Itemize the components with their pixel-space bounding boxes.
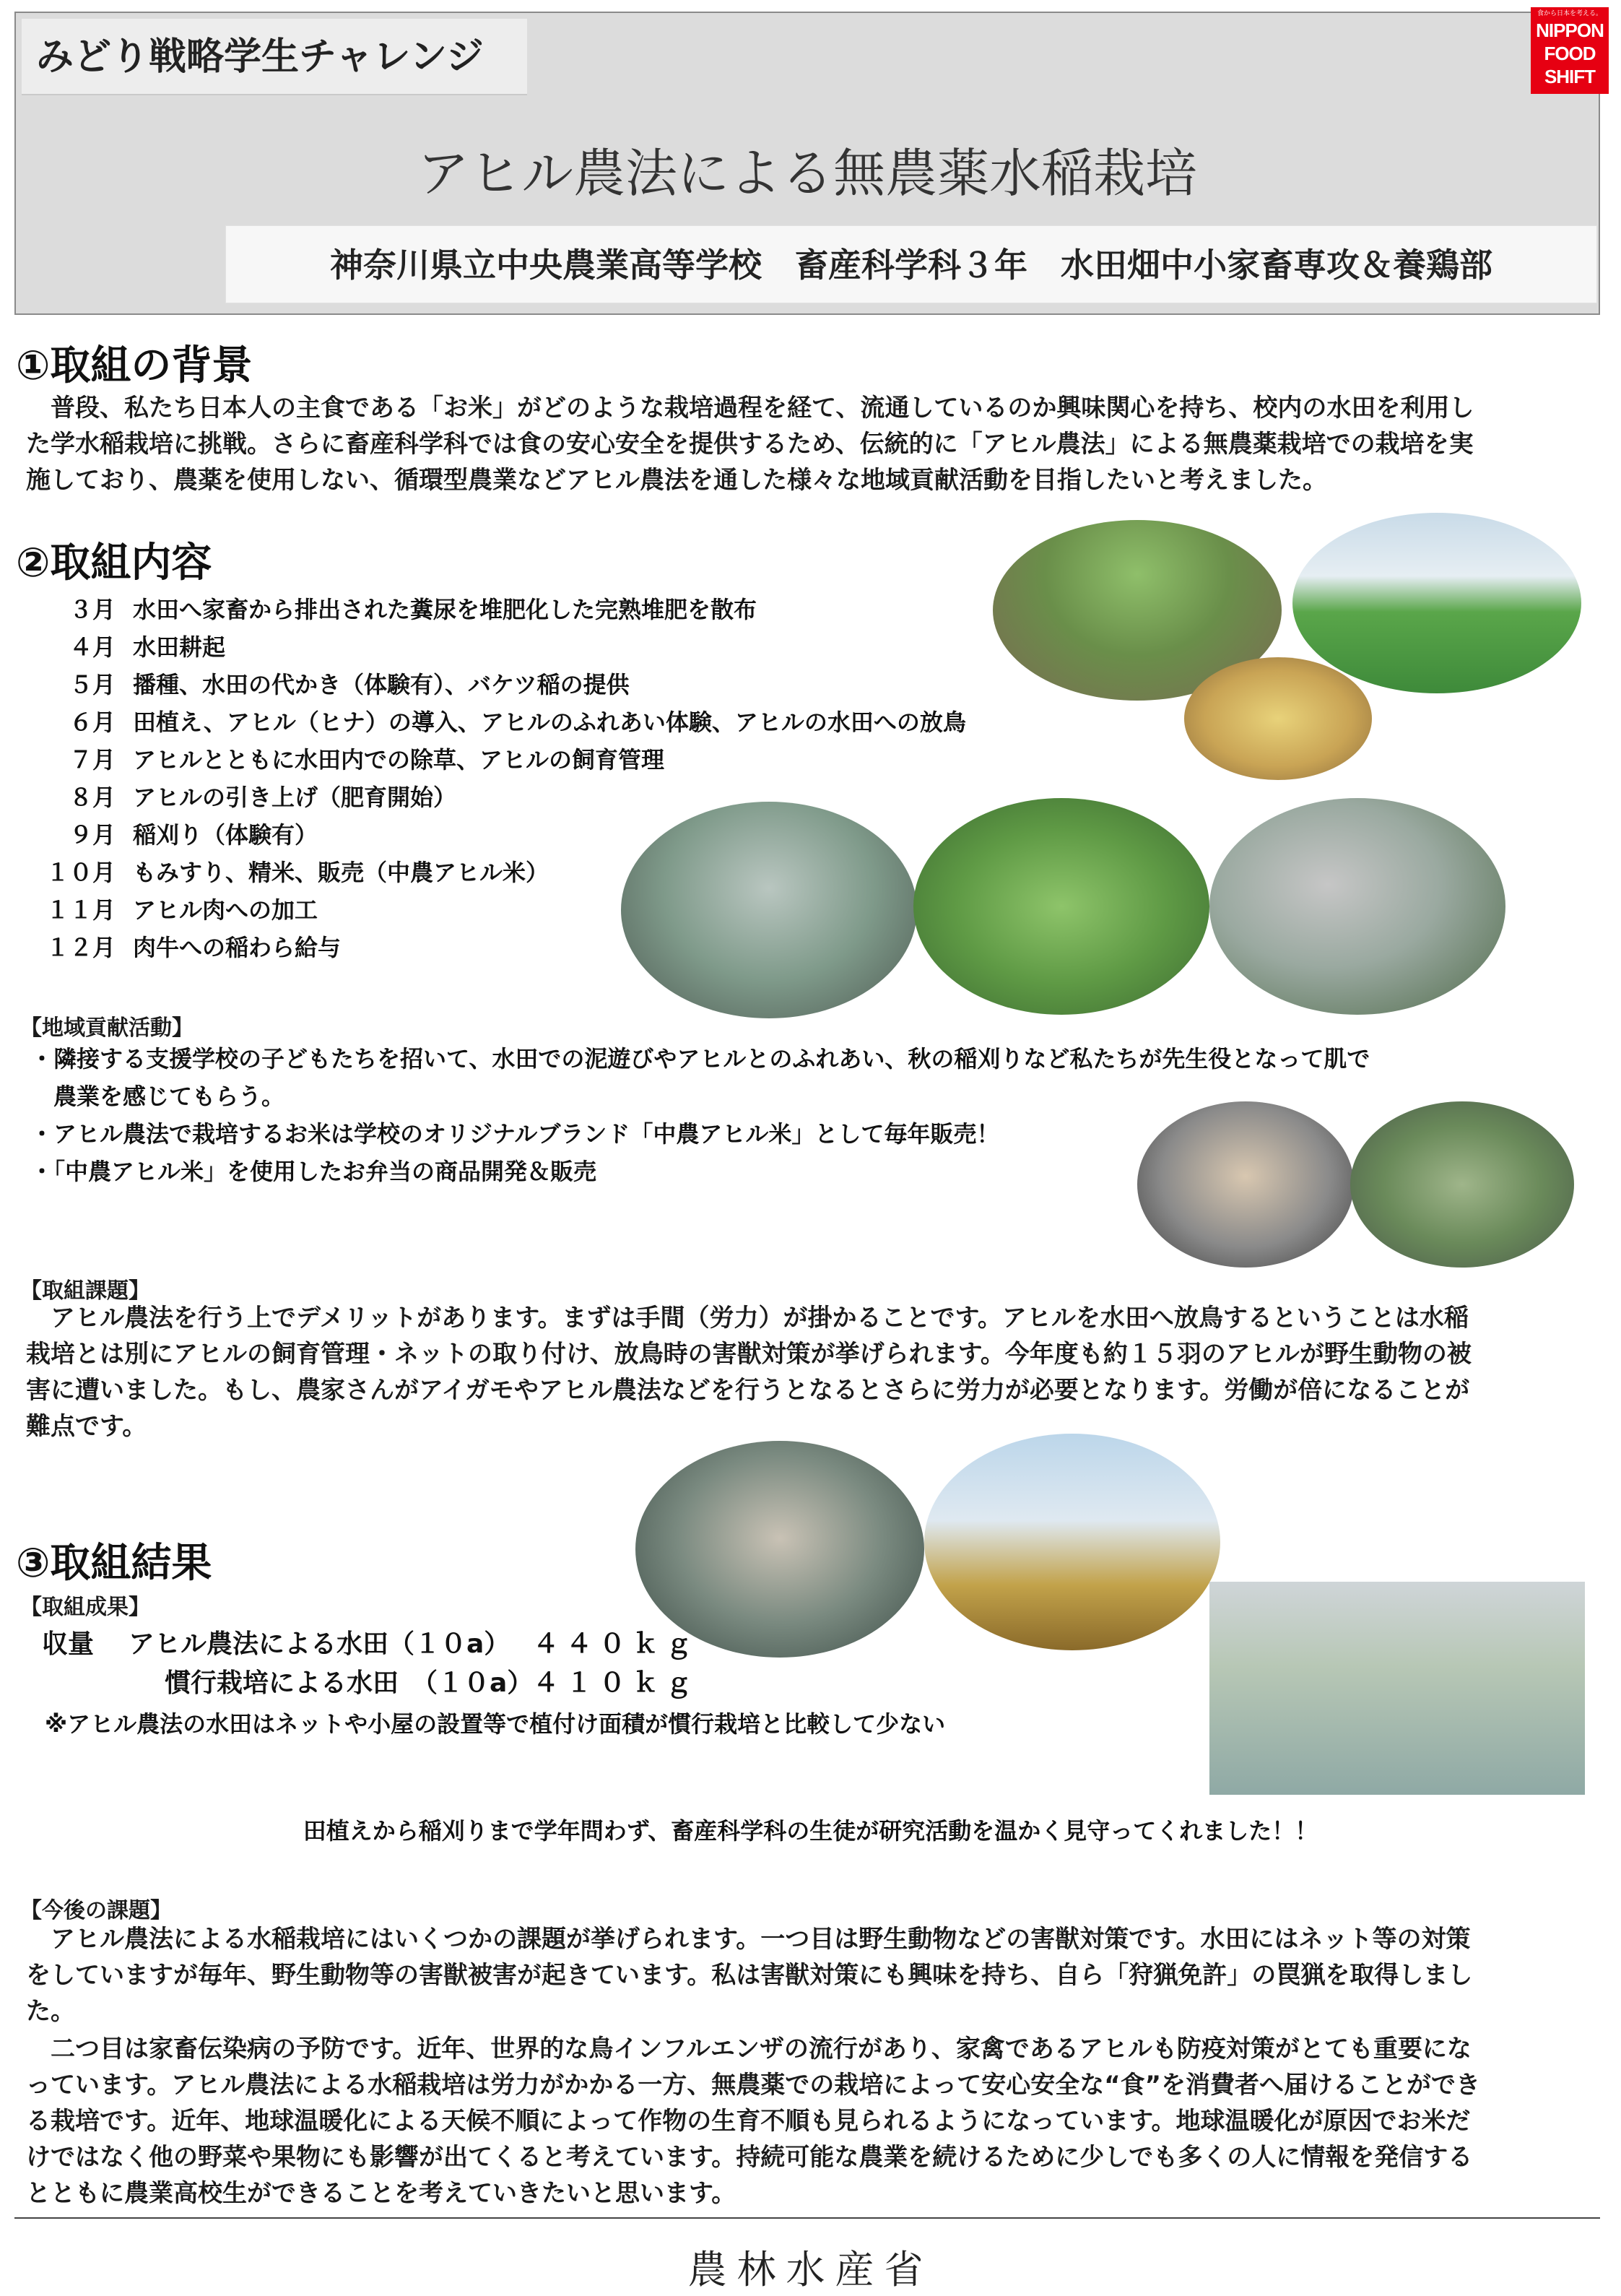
schedule-text: 稲刈り（体験有） [133, 821, 318, 849]
center-message: 田植えから稲刈りまで学年問わず、畜産科学科の生徒が研究活動を温かく見守ってくれました！！ [303, 1817, 1318, 1845]
schedule-text: 水田へ家畜から排出された糞尿を堆肥化した完熟堆肥を散布 [133, 596, 757, 623]
body-line: 二つ目は家畜伝染病の予防です。近年、世界的な鳥インフルエンザの流行があり、家禽であるアヒルも防疫対策がとても重要にな [26, 2035, 1472, 2063]
schedule-text: 肉牛への稲わら給与 [133, 934, 342, 961]
schedule-text: アヒルとともに水田内での除草、アヒルの飼育管理 [133, 746, 665, 774]
section3-heading: ③取組結果 [16, 1540, 212, 1587]
schedule-row [0, 666, 1011, 703]
yield-value: ４４０ｋｇ [533, 1629, 700, 1659]
community-item: ・アヒル農法で栽培するお米は学校のオリジナルブランド「中農アヒル米」として毎年販売！ [30, 1120, 1000, 1148]
issues-label: 【取組課題】 [20, 1278, 150, 1304]
yield-name: アヒル農法による水田（１０a） [129, 1629, 510, 1659]
schedule-text: 播種、水田の代かき（体験有）、バケツ稲の提供 [133, 671, 630, 698]
section1-heading: ①取組の背景 [16, 342, 253, 389]
schedule-row [0, 741, 1011, 779]
schedule-month: ７月 [69, 746, 116, 774]
footer-divider [14, 2217, 1600, 2219]
section2-heading: ②取組内容 [16, 540, 212, 586]
yield-label: 収量 [42, 1629, 95, 1659]
support-school-photo [1209, 798, 1505, 1015]
schedule-text: 田植え、アヒル（ヒナ）の導入、アヒルのふれあい体験、アヒルの水田への放鳥 [133, 709, 966, 736]
yield-value: ４１０ｋｇ [533, 1668, 700, 1698]
schedule-month: ３月 [69, 596, 116, 623]
body-line: 栽培とは別にアヒルの飼育管理・ネットの取り付け、放鳥時の害獣対策が挙げられます。今年度も約１５羽のアヒルが野生動物の被 [26, 1340, 1472, 1369]
logo-word: FOOD [1544, 43, 1596, 64]
bento-product-photo [1137, 1101, 1354, 1268]
challenge-badge: みどり戦略学生チャレンジ [22, 19, 527, 95]
body-line: 難点です。 [26, 1412, 147, 1441]
ducks-in-paddy-photo [913, 798, 1209, 1015]
section1-body [26, 390, 1593, 498]
body-line: た。 [26, 1997, 75, 2026]
page-title: アヒル農法による無農薬水稲栽培 [417, 143, 1197, 204]
schedule-text: もみすり、精米、販売（中農アヒル米） [133, 859, 549, 886]
schedule-row [0, 779, 1011, 816]
ministry-name: 農林水産省 [687, 2247, 934, 2292]
future-label: 【今後の課題】 [20, 1898, 172, 1923]
community-item: ・「中農アヒル米」を使用したお弁当の商品開発＆販売 [30, 1158, 597, 1185]
nippon-food-shift-logo [1531, 7, 1609, 94]
body-line: た学水稲栽培に挑戦。さらに畜産科学科では食の安心安全を提供するため、伝統的に「アヒル農法」による無農薬栽培での栽培を実 [26, 430, 1474, 459]
body-line: 害に遭いました。もし、農家さんがアイガモやアヒル農法などを行うとなるとさらに労力が必要となります。労働が倍になることが [26, 1376, 1470, 1405]
yield-row [42, 1625, 699, 1664]
results-label: 【取組成果】 [20, 1595, 150, 1620]
schedule-month: ５月 [69, 671, 116, 698]
schedule-month: １２月 [45, 934, 116, 961]
community-item: ・隣接する支援学校の子どもたちを招いて、水田での泥遊びやアヒルとのふれあい、秋の稲刈りなど私たちが先生役となって肌で [30, 1045, 1370, 1073]
schedule-month: ６月 [69, 709, 116, 736]
body-line: けではなく他の野菜や果物にも影響が出てくると考えています。持続可能な農業を続けるために少しでも多くの人に情報を発信する [26, 2143, 1473, 2172]
schedule-row [0, 591, 1011, 628]
schedule-text: アヒル肉への加工 [133, 896, 318, 924]
future-body-2 [26, 2031, 1593, 2211]
schedule-month: １１月 [45, 896, 116, 924]
schedule-month: １０月 [45, 859, 116, 886]
community-label: 【地域貢献活動】 [20, 1015, 194, 1041]
schedule-row [0, 628, 1011, 666]
rice-field-photo [1292, 513, 1581, 693]
schedule-month: ８月 [69, 784, 116, 811]
ducklings-photo [1184, 657, 1372, 780]
school-name: 神奈川県立中央農業高等学校 畜産科学科３年 水田畑中小家畜専攻＆養鶏部 [225, 225, 1597, 303]
harvest-group-photo [924, 1434, 1220, 1650]
body-line: 普段、私たち日本人の主食である「お米」がどのような栽培過程を経て、流通しているのか興味関心を持ち、校内の水田を利用し [26, 394, 1474, 423]
yield-name: 慣行栽培による水田 （１０a） [165, 1668, 534, 1698]
yield-note: ※アヒル農法の水田はネットや小屋の設置等で植付け面積が慣行栽培と比較して少ない [45, 1710, 946, 1738]
logo-tagline: 食から日本を考える。 [1537, 10, 1602, 17]
schedule-text: アヒルの引き上げ（肥育開始） [133, 784, 457, 811]
community-item: 農業を感じてもらう。 [30, 1083, 285, 1110]
logo-word: SHIFT [1544, 66, 1596, 87]
rice-harvest-photo [1350, 1101, 1574, 1268]
schedule-row [0, 703, 1011, 741]
schedule-month: ９月 [69, 821, 116, 849]
body-line: 施しており、農薬を使用しない、循環型農業などアヒル農法を通した様々な地域貢献活動を目指したいと考えました。 [26, 466, 1327, 495]
body-line: をしていますが毎年、野生動物等の害獣被害が起きています。私は害獣対策にも興味を持ち、自ら「狩猟免許」の罠猟を取得しまし [26, 1961, 1473, 1990]
duck-interaction-photo [621, 802, 917, 1018]
yield-row [42, 1664, 699, 1703]
schedule-text: 水田耕起 [133, 633, 226, 661]
future-body-1 [26, 1921, 1593, 2029]
logo-word: NIPPON [1536, 20, 1604, 41]
body-line: とともに農業高校生ができることを考えていきたいと思います。 [26, 2179, 736, 2208]
yield-table [42, 1625, 699, 1703]
body-line: っています。アヒル農法による水稲栽培は労力がかかる一方、無農薬での栽培によって安心安全な“食”を消費者へ届けることができ [26, 2071, 1480, 2100]
students-rice-bags-photo [1209, 1582, 1585, 1795]
body-line: アヒル農法による水稲栽培にはいくつかの課題が挙げられます。一つ目は野生動物などの害獣対策です。水田にはネット等の対策 [26, 1925, 1471, 1954]
body-line: る栽培です。近年、地球温暖化による天候不順によって作物の生育不順も見られるようになっています。地球温暖化が原因でお米だ [26, 2107, 1471, 2136]
issues-body [26, 1300, 1593, 1444]
body-line: アヒル農法を行う上でデメリットがあります。まずは手間（労力）が掛かることです。アヒルを水田へ放鳥するということは水稲 [26, 1304, 1469, 1333]
schedule-month: ４月 [69, 633, 116, 661]
